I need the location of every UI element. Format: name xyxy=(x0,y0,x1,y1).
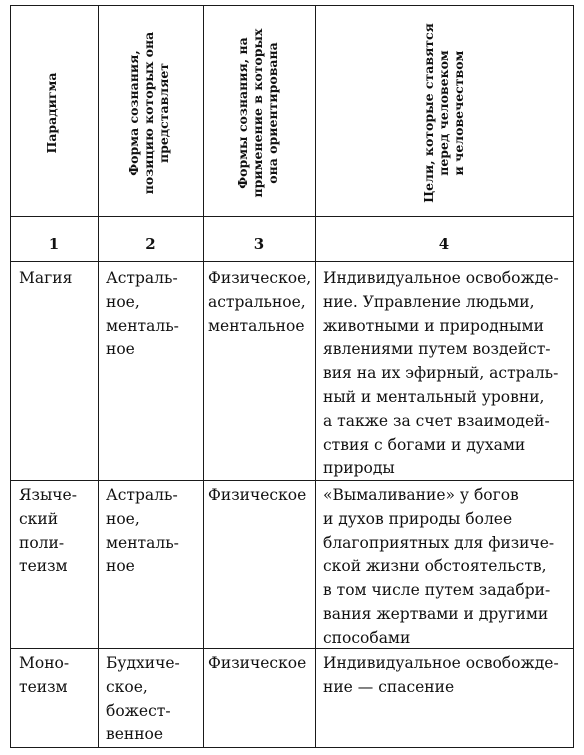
table-border-left xyxy=(10,5,11,748)
column-number: 4 xyxy=(438,235,450,253)
table-border-top xyxy=(10,5,574,6)
cell-paradigm: Магия xyxy=(19,269,73,287)
table-border-right xyxy=(573,5,574,748)
cell-goals: Индивидуальное освобожде- ние — спасение xyxy=(323,654,559,696)
column-number: 3 xyxy=(253,235,265,253)
cell-target-forms: Физическое xyxy=(208,654,307,672)
cell-own-forms: Астраль- ное, менталь- ное xyxy=(106,269,179,359)
column-divider xyxy=(315,5,316,748)
cell-paradigm: Моно- теизм xyxy=(19,654,70,696)
cell-target-forms: Физическое, астральное, ментальное xyxy=(208,269,312,335)
column-divider xyxy=(98,5,99,748)
column-number: 1 xyxy=(48,235,60,253)
cell-paradigm: Языче- ский поли- теизм xyxy=(19,486,77,576)
cell-own-forms: Будхиче- ское, божест- венное xyxy=(106,654,180,744)
table-border-bottom xyxy=(10,747,574,748)
cell-goals: «Вымаливание» у богов и духов природы более благоприятных для физиче- ской жизни обстоятельств, в том числе путем задабри- вания жертвами и другими способами xyxy=(323,486,555,647)
paradigm-table: Парадигма Форма сознания, позицию которых она представляет Формы сознания, на применение в которых она ориентирована Цели, которые ставятся перед человеком и человечеством 1 2 3 4 Магия Астраль- ное, менталь- ное Физическое, астральное, ментальное Индивидуальное освобожде- ние. Управление людьми, животными и природными явлениями путем воздейст- вия на их эфирный, астраль- ный и ментальный уровни, а также за счет взаимодей- ствия с богами и духами природы Языче- ский поли- теизм Астраль- ное, менталь- ное Физическое «Вымаливание» у богов и духов природы более благоприятных для физиче- ской жизни обстоятельств, в том числе путем задабри- вания жертвами и другими способами Моно- теизм Будхиче- ское, божест- венное Физическое Индивидуальное освобожде- ние — спасение xyxy=(10,5,574,749)
cell-goals: Индивидуальное освобожде- ние. Управление людьми, животными и природными явлениями путем воздейст- вия на их эфирный, астраль- ный и ментальный уровни, а также за счет взаимодей- ствия с богами и духами природы xyxy=(323,269,559,478)
column-number: 2 xyxy=(145,235,156,253)
cell-own-forms: Астраль- ное, менталь- ное xyxy=(106,486,179,576)
cell-target-forms: Физическое xyxy=(208,486,307,504)
column-divider xyxy=(203,5,204,748)
header-divider xyxy=(10,216,574,217)
number-row-divider xyxy=(10,261,574,262)
